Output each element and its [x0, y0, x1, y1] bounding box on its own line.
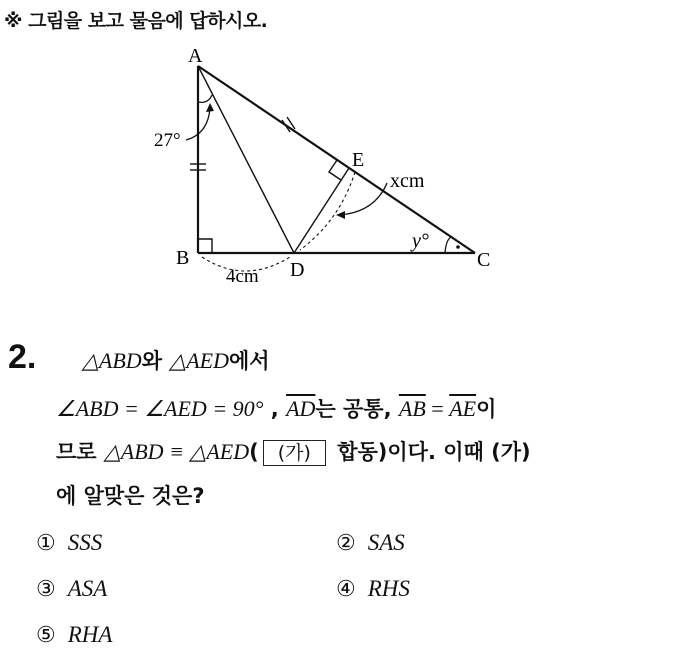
segment-AB-text: $\overline{AB}$: [398, 396, 426, 421]
choice-text: SSS: [67, 530, 103, 555]
congruence-statement: △ABD ≡ △AED: [103, 439, 250, 464]
dashed-arc-EC: [300, 172, 355, 250]
text: 는 공통,: [315, 397, 399, 421]
label-length-4cm: 4cm: [226, 266, 259, 287]
text: 와: [141, 349, 170, 373]
separator: ,: [263, 397, 287, 421]
question-line-1: [82, 345, 270, 375]
arrowhead-x: [336, 211, 345, 219]
question-line-4: 에 알맞은 것은?: [56, 484, 205, 508]
label-D: D: [290, 259, 305, 281]
choice-text: RHS: [367, 576, 410, 601]
angle-dot-C: [456, 245, 460, 249]
arrowhead-A: [206, 103, 214, 112]
right-angle-mark-E: [329, 160, 341, 180]
choice-mark: ①: [36, 531, 56, 556]
segment-AD: [198, 66, 294, 253]
choice-mark: ⑤: [36, 623, 56, 648]
segment-AC: [198, 66, 475, 253]
triangle-ABD: △ABD: [82, 348, 142, 373]
choice-1[interactable]: [36, 530, 102, 556]
choice-mark: ③: [36, 577, 56, 602]
label-E: E: [352, 149, 365, 171]
label-angle-27: 27°: [154, 130, 181, 151]
label-length-xcm: xcm: [390, 170, 425, 192]
question-line-2: [56, 393, 496, 423]
equals: =: [425, 396, 450, 421]
text: 합동)이다. 이때 (가): [329, 440, 531, 464]
choice-mark: ④: [336, 577, 356, 602]
choice-text: ASA: [67, 576, 108, 601]
triangle-figure: [150, 40, 510, 290]
question-line-3: [56, 436, 531, 466]
angle-equation: ∠ABD = ∠AED = 90°: [56, 396, 264, 421]
text: 므로: [56, 440, 104, 464]
label-angle-y: y°: [412, 230, 429, 252]
choice-5[interactable]: [36, 622, 112, 648]
paren: (: [249, 440, 259, 464]
angle-arc-A: [198, 95, 212, 102]
triangle-AED: △AED: [169, 348, 229, 373]
text: 에서: [228, 349, 270, 373]
instruction-text: ※ 그림을 보고 물음에 답하시오.: [4, 10, 268, 32]
answer-blank-ga: (가): [263, 440, 326, 466]
choice-text: RHA: [67, 622, 113, 647]
choice-mark: ②: [336, 531, 356, 556]
choice-2[interactable]: [336, 530, 405, 556]
angle-arc-C: [445, 237, 451, 253]
right-angle-mark-B: [198, 239, 212, 253]
text: 이: [476, 397, 497, 421]
question-number: 2.: [8, 338, 37, 376]
choice-4[interactable]: [336, 576, 410, 602]
choice-text: SAS: [367, 530, 405, 555]
segment-AE-text: $\overline{AE}$: [449, 396, 477, 421]
segment-AD-text: $\overline{AD}$: [286, 396, 316, 421]
label-C: C: [477, 249, 491, 271]
choice-3[interactable]: [36, 576, 107, 602]
segment-DE: [294, 168, 349, 253]
label-B: B: [176, 247, 190, 269]
label-A: A: [188, 45, 203, 67]
